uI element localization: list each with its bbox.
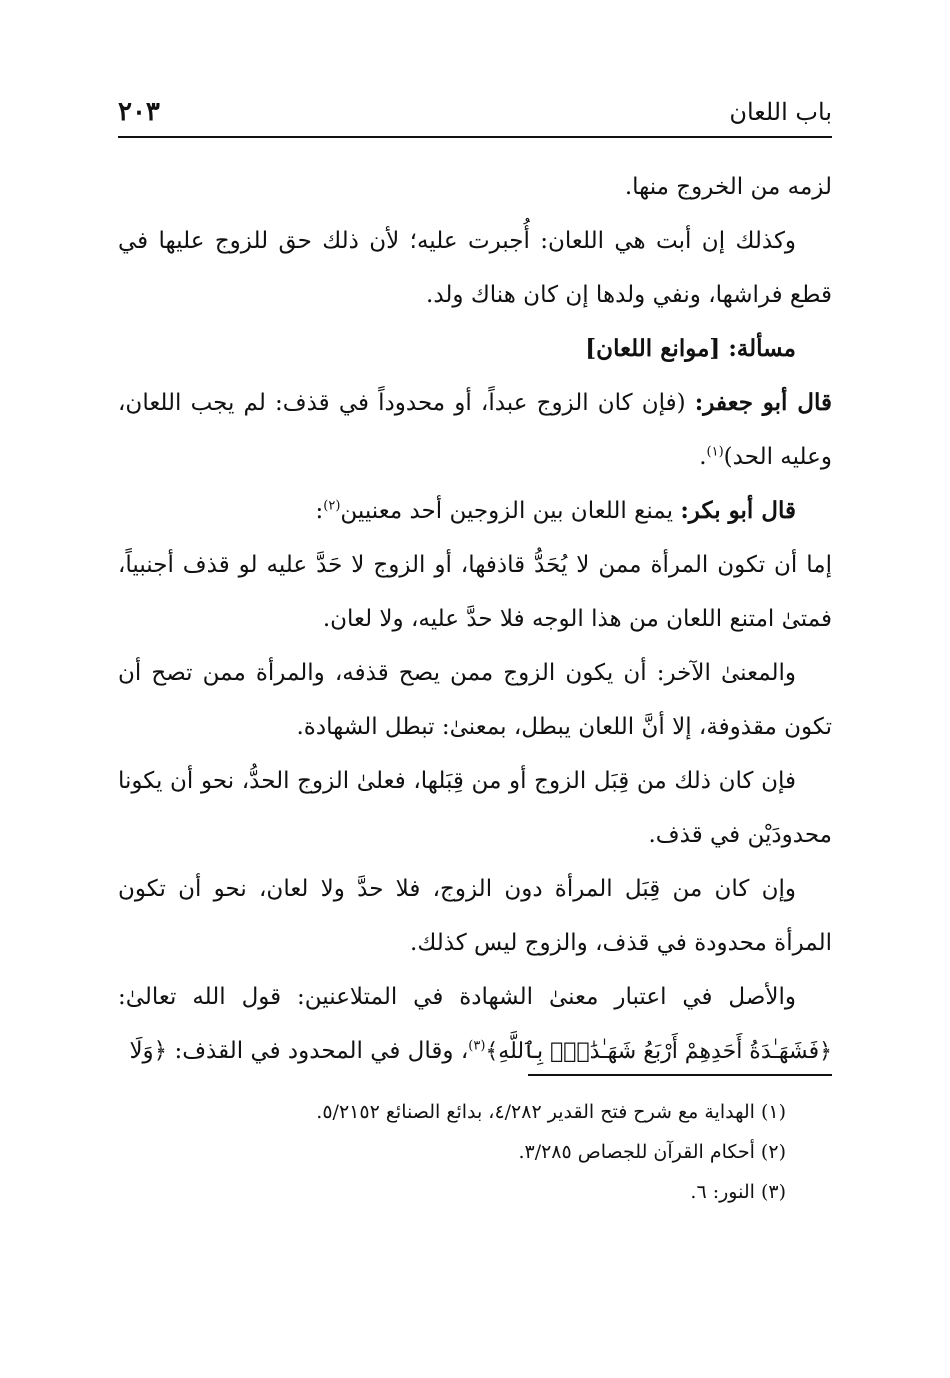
footnote-ref: (٢)	[323, 498, 341, 514]
principle-text: والأصل في اعتبار معنىٰ الشهادة في المتلاعنين: قول الله تعالىٰ:	[118, 984, 796, 1010]
paragraph-wife-side: وإن كان من قِبَل المرأة دون الزوج، فلا حدَّ ولا لعان، نحو أن تكون المرأة محدودة في قذف، والزوج ليس كذلك.	[118, 876, 832, 956]
footnote-1: (١) الهداية مع شرح فتح القدير ٤/٢٨٢، بدائع الصنائع ٥/٢١٥٢.	[316, 1101, 786, 1123]
paragraph-continuation: لزمه من الخروج منها.	[624, 174, 832, 200]
speaker-label: قال أبو جعفر:	[694, 389, 832, 416]
paragraph-second-meaning: والمعنىٰ الآخر: أن يكون الزوج ممن يصح قذفه، والمرأة ممن تصح أن تكون مقذوفة، إلا أنَّ اللعان يبطل، بمعنىٰ: تبطل الشهادة.	[118, 660, 832, 740]
footnote-divider	[528, 1074, 832, 1076]
paragraph-principle	[118, 970, 832, 1079]
punctuation: .	[699, 444, 707, 470]
chapter-title: باب اللعان	[729, 98, 832, 126]
page-number: ٢٠٣	[118, 97, 160, 127]
footnote-ref: (١)	[706, 444, 724, 460]
quran-verse: ﴿فَشَهَـٰدَةُ أَحَدِهِمْ أَرْبَعُ شَهَـٰدَٰتٍۭ بِٱللَّهِ﴾	[485, 1039, 832, 1064]
paragraph-husband-side: فإن كان ذلك من قِبَل الزوج أو من قِبَلها، فعلىٰ الزوج الحدُّ، نحو أن يكونا محدودَيْن في قذف.	[118, 768, 832, 848]
paragraph-first-meaning: إما أن تكون المرأة ممن لا يُحَدُّ قاذفها، أو الزوج لا حَدَّ عليه لو قذف أجنبياً، فمتىٰ امتنع اللعان من هذا الوجه فلا حدَّ عليه، ولا لعان.	[118, 552, 832, 632]
quote-text: (فإن كان الزوج عبداً، أو محدوداً في قذف: لم يجب اللعان، وعليه الحد)	[118, 390, 832, 470]
footnote-3: (٣) النور: ٦.	[690, 1181, 786, 1203]
main-text	[118, 160, 832, 1079]
header-divider	[118, 136, 832, 138]
statement-text: يمنع اللعان بين الزوجين أحد معنيين	[340, 498, 681, 524]
principle-tail: ، وقال في المحدود في القذف: ﴿وَلَا	[129, 1038, 469, 1064]
section-heading: مسألة: [موانع اللعان]	[585, 335, 796, 362]
footnote-2: (٢) أحكام القرآن للجصاص ٣/٢٨٥.	[518, 1141, 786, 1163]
running-head	[118, 92, 832, 132]
footnote-ref: (٣)	[468, 1038, 486, 1054]
paragraph-abu-bakr	[118, 484, 832, 538]
paragraph-abu-jafar	[118, 376, 832, 484]
footnotes	[118, 1092, 786, 1212]
book-page	[118, 0, 832, 1378]
paragraph-compulsion: وكذلك إن أبت هي اللعان: أُجبرت عليه؛ لأن ذلك حق للزوج عليها في قطع فراشها، ونفي ولدها إن كان هناك ولد.	[118, 228, 832, 308]
speaker-label: قال أبو بكر:	[680, 497, 796, 524]
punctuation: :	[315, 498, 324, 524]
